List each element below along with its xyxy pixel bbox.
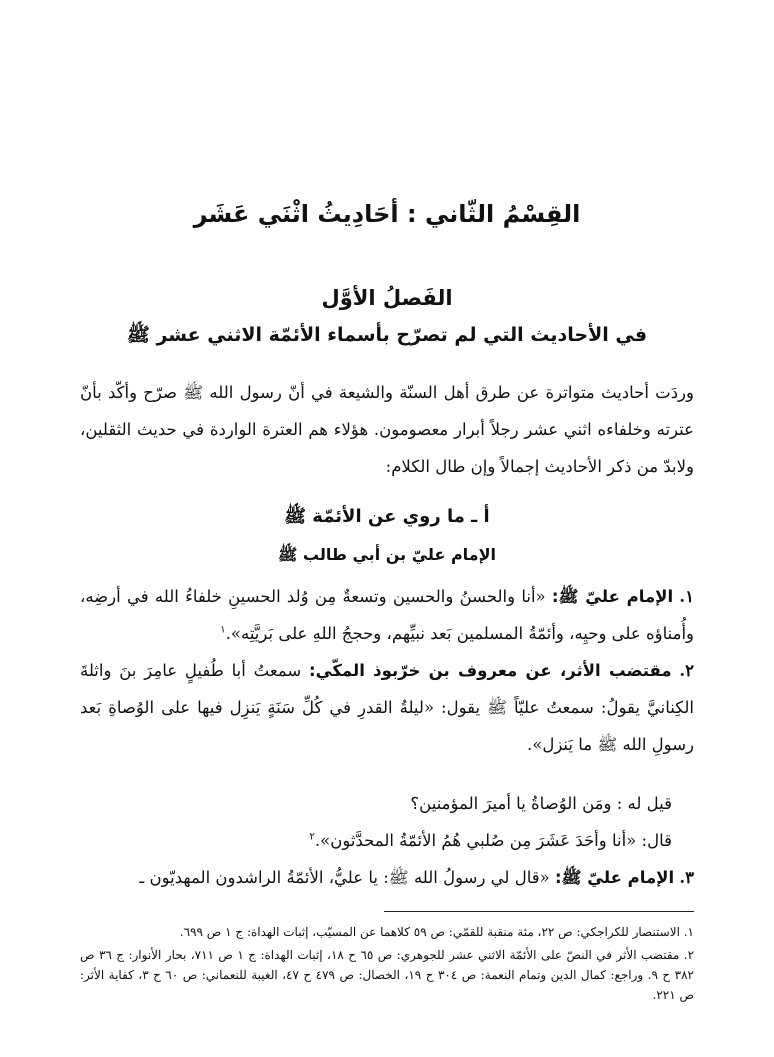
dialog-line-answer bbox=[80, 822, 672, 859]
chapter-subtitle: في الأحاديث التي لم تصرّح بأسماء الأئمّة الاثني عشر ﷺ bbox=[126, 324, 648, 346]
hadith-source: مقتضب الأثر، عن معروف بن خرّبوذ المكّي: bbox=[309, 661, 672, 680]
intro-paragraph: وردَت أحاديث متواترة عن طرق أهل السنّة والشيعة في أنّ رسول الله ﷺ صرّح وأكّد بأنّ عترته وخلفاءه اثني عشر رجلاً أبرار معصومون. هؤلاء هم العترة الواردة في حديث الثقلين، ولابدّ من ذكر الأحاديث إجمالاً وإن طال الكلام: bbox=[80, 382, 694, 476]
section-title: القِسْمُ الثّاني : أحَادِيثُ اثْنَي عَشَر bbox=[193, 200, 581, 228]
footnote-ref[interactable]: ٢ bbox=[309, 831, 315, 843]
footnotes bbox=[80, 922, 694, 1008]
dialog-text: قال: «أنا وأحَدَ عَشَرَ مِن صُلبي هُمُ الأئمّةُ المحدَّثون». bbox=[314, 831, 672, 850]
subheading-imams: أ ـ ما روي عن الأئمّة ﷺ bbox=[284, 506, 490, 527]
dialog-line-question bbox=[80, 785, 672, 822]
hadith-item-3 bbox=[80, 859, 694, 896]
hadith-text: «أنا والحسنُ والحسين وتسعةٌ مِن وُلد الحسينِ خلفاءُ الله في أرضِه، وأُمناؤه على وحيِه، وأئمّةُ المسلمين بَعد نبيِّهم، وحججُ اللهِ على بَريَّتِه». bbox=[80, 587, 694, 643]
hadith-number: ٢. bbox=[679, 661, 694, 680]
hadith-text: سمعتُ أبا طُفيلٍ عامِرَ بنَ واثلةَ الكِنانيَّ يقولُ: سمعتُ عليّاً ﷺ يقول: «ليلةُ القدرِ في كُلِّ سَنَةٍ يَنزِل فيها على الوُصاةِ بَعد رسولِ الله ﷺ ما يَنزل». bbox=[80, 661, 694, 754]
dialog-text: قيل له : ومَن الوُصاةُ يا أميرَ المؤمنين؟ bbox=[410, 794, 672, 813]
chapter-title: الفَصلُ الأوَّل bbox=[321, 286, 453, 310]
footnote-2: ٢. مقتضب الأثر في النصّ على الأئمّة الاثني عشر للجوهري: ص ٦٥ ح ١٨، إثبات الهداة: ج ١ ص ٧١١، بحار الأنوار: ج ٣٦ ص ٣٨٢ ح ٩. وراجع: كمال الدين وتمام النعمة: ص ٣٠٤ ح ١٩، الخصال: ص ٤٧٩ ح ٤٧، الغيبة للنعماني: ص ٦٠ ح ٣، كفاية الأثر: ص ٢٢١. bbox=[80, 948, 695, 1002]
hadith-item-2 bbox=[80, 652, 694, 763]
subheading-imam-ali: الإمام عليّ بن أبي طالب ﷺ bbox=[278, 545, 496, 564]
footnote-ref[interactable]: ١ bbox=[220, 624, 226, 636]
hadith-item-1 bbox=[80, 578, 694, 652]
hadith-number: ١. bbox=[679, 587, 695, 606]
hadith-text: «قال لي رسولُ الله ﷺ: يا عليُّ، الأئمّةُ الراشدون المهديّون ـ bbox=[139, 868, 550, 887]
hadith-number: ٣. bbox=[679, 868, 694, 887]
footnote-1: ١. الاستنصار للكراجكي: ص ٢٢، مئة منقبة للقمّي: ص ٥٩ كلاهما عن المسيّب، إثبات الهداة: ج ١ ص ٦٩٩. bbox=[179, 925, 694, 939]
footnote-divider bbox=[384, 911, 694, 912]
hadith-source: الإمام عليّ ﷺ: bbox=[554, 868, 675, 887]
hadith-source: الإمام عليّ ﷺ: bbox=[551, 587, 674, 606]
